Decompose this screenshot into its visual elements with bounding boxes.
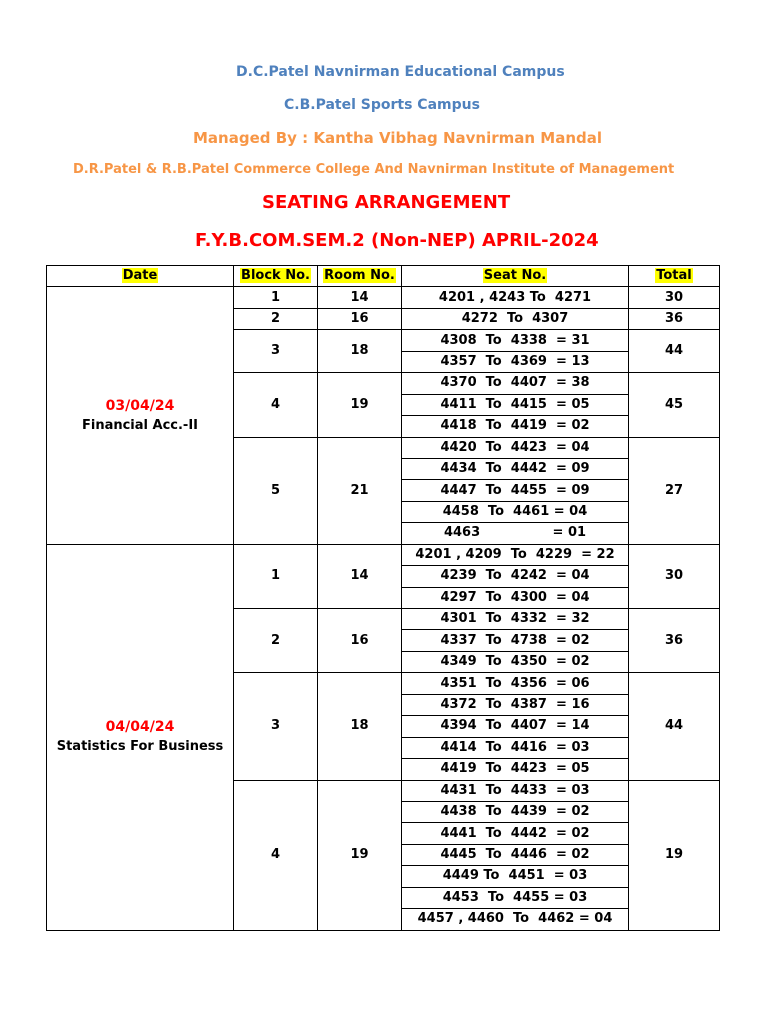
seat-range-cell: 4449 To 4451 = 03 xyxy=(402,866,629,887)
seat-range-cell: 4239 To 4242 = 04 xyxy=(402,566,629,587)
seat-range-cell: 4308 To 4338 = 31 xyxy=(402,330,629,351)
exam-subject: Financial Acc.-II xyxy=(81,417,199,433)
date-subject-cell xyxy=(47,287,234,544)
seat-range-cell: 4297 To 4300 = 04 xyxy=(402,587,629,608)
seat-range-cell: 4272 To 4307 xyxy=(402,308,629,329)
seat-range-cell: 4441 To 4442 = 02 xyxy=(402,823,629,844)
room-number-cell: 16 xyxy=(318,308,402,329)
total-cell: 45 xyxy=(629,373,720,437)
block-number-cell: 3 xyxy=(234,330,318,373)
room-number-cell: 14 xyxy=(318,544,402,608)
seat-range-cell: 4349 To 4350 = 02 xyxy=(402,651,629,672)
seat-range-cell: 4458 To 4461 = 04 xyxy=(402,501,629,522)
total-cell: 19 xyxy=(629,780,720,930)
seat-range-cell: 4337 To 4738 = 02 xyxy=(402,630,629,651)
block-number-cell: 5 xyxy=(234,437,318,544)
col-header-seat: Seat No. xyxy=(402,266,629,287)
total-cell: 27 xyxy=(629,437,720,544)
col-header-total: Total xyxy=(629,266,720,287)
exam-date: 04/04/24 xyxy=(105,719,175,736)
seat-range-cell: 4372 To 4387 = 16 xyxy=(402,694,629,715)
sports-campus-name: C.B.Patel Sports Campus xyxy=(284,97,480,113)
seat-range-cell: 4438 To 4439 = 02 xyxy=(402,801,629,822)
exam-subject: Statistics For Business xyxy=(56,739,224,755)
room-number-cell: 16 xyxy=(318,609,402,673)
total-cell: 44 xyxy=(629,673,720,780)
total-cell: 44 xyxy=(629,330,720,373)
seat-range-cell: 4453 To 4455 = 03 xyxy=(402,887,629,908)
seat-range-cell: 4431 To 4433 = 03 xyxy=(402,780,629,801)
seat-range-cell: 4463 = 01 xyxy=(402,523,629,544)
seat-range-cell: 4201 , 4209 To 4229 = 22 xyxy=(402,544,629,565)
block-number-cell: 4 xyxy=(234,373,318,437)
col-header-room: Room No. xyxy=(318,266,402,287)
college-name: D.R.Patel & R.B.Patel Commerce College And Navnirman Institute of Management xyxy=(73,162,675,177)
table-header-row xyxy=(47,266,720,287)
block-number-cell: 4 xyxy=(234,780,318,930)
room-number-cell: 18 xyxy=(318,673,402,780)
seat-range-cell: 4447 To 4455 = 09 xyxy=(402,480,629,501)
table-body xyxy=(47,287,720,930)
total-cell: 36 xyxy=(629,609,720,673)
seat-range-cell: 4201 , 4243 To 4271 xyxy=(402,287,629,308)
date-subject-cell xyxy=(47,544,234,930)
col-header-date: Date xyxy=(47,266,234,287)
seat-range-cell: 4414 To 4416 = 03 xyxy=(402,737,629,758)
page-title: SEATING ARRANGEMENT xyxy=(262,192,511,213)
exam-date: 03/04/24 xyxy=(105,397,175,414)
seat-range-cell: 4370 To 4407 = 38 xyxy=(402,373,629,394)
total-cell: 30 xyxy=(629,544,720,608)
seat-range-cell: 4357 To 4369 = 13 xyxy=(402,351,629,372)
total-cell: 30 xyxy=(629,287,720,308)
block-number-cell: 2 xyxy=(234,609,318,673)
seat-range-cell: 4420 To 4423 = 04 xyxy=(402,437,629,458)
seat-range-cell: 4457 , 4460 To 4462 = 04 xyxy=(402,909,629,930)
block-number-cell: 1 xyxy=(234,544,318,608)
block-number-cell: 3 xyxy=(234,673,318,780)
seat-range-cell: 4419 To 4423 = 05 xyxy=(402,759,629,780)
seating-table xyxy=(46,265,720,931)
room-number-cell: 14 xyxy=(318,287,402,308)
table-row xyxy=(47,544,720,565)
room-number-cell: 19 xyxy=(318,780,402,930)
campus-name: D.C.Patel Navnirman Educational Campus xyxy=(236,64,565,80)
seat-range-cell: 4445 To 4446 = 02 xyxy=(402,844,629,865)
seat-range-cell: 4411 To 4415 = 05 xyxy=(402,394,629,415)
block-number-cell: 2 xyxy=(234,308,318,329)
exam-subtitle: F.Y.B.COM.SEM.2 (Non-NEP) APRIL-2024 xyxy=(195,230,599,251)
room-number-cell: 21 xyxy=(318,437,402,544)
room-number-cell: 19 xyxy=(318,373,402,437)
seat-range-cell: 4394 To 4407 = 14 xyxy=(402,716,629,737)
block-number-cell: 1 xyxy=(234,287,318,308)
col-header-block: Block No. xyxy=(234,266,318,287)
managed-by-line: Managed By : Kantha Vibhag Navnirman Mandal xyxy=(193,129,603,147)
room-number-cell: 18 xyxy=(318,330,402,373)
total-cell: 36 xyxy=(629,308,720,329)
seat-range-cell: 4351 To 4356 = 06 xyxy=(402,673,629,694)
table-row xyxy=(47,287,720,308)
seat-range-cell: 4434 To 4442 = 09 xyxy=(402,458,629,479)
seat-range-cell: 4418 To 4419 = 02 xyxy=(402,416,629,437)
seat-range-cell: 4301 To 4332 = 32 xyxy=(402,609,629,630)
